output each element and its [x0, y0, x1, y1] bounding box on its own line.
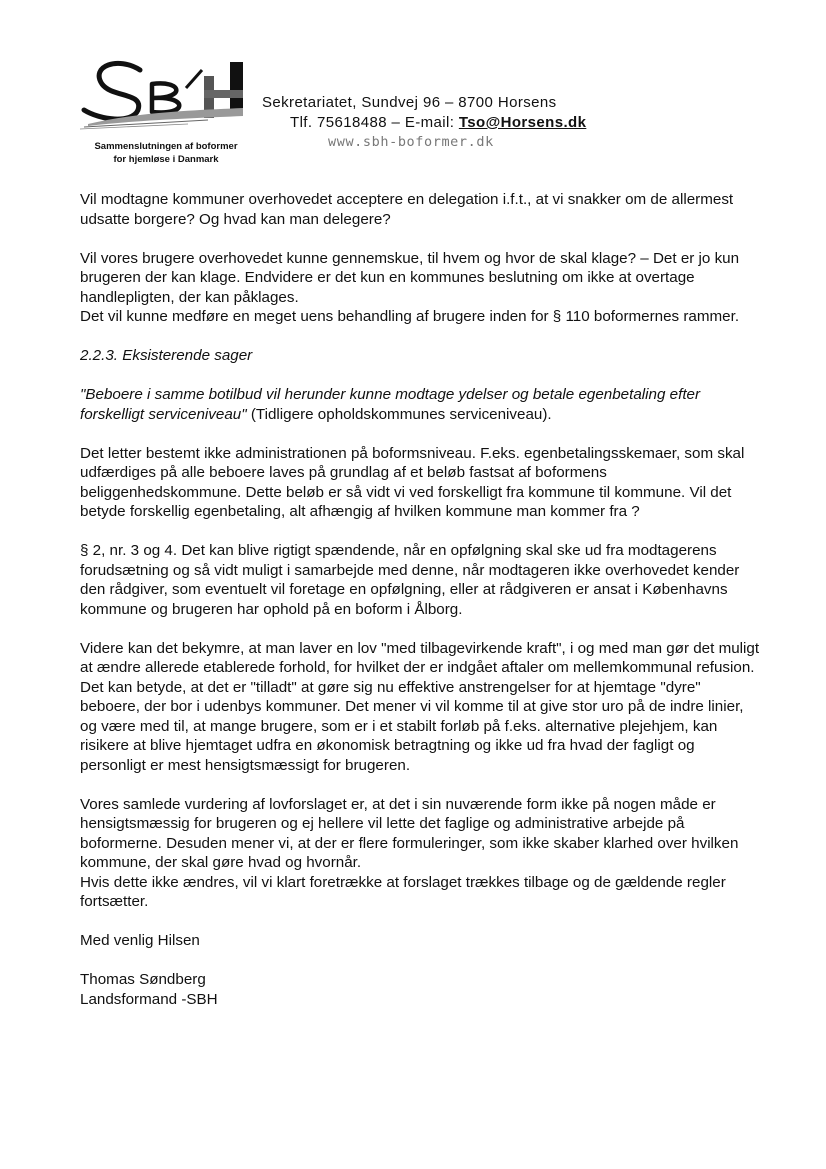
phone-text: Tlf. 75618488 – E-mail: — [290, 114, 459, 131]
signer-name: Thomas Søndberg — [80, 971, 206, 988]
email-link[interactable]: Tso@Horsens.dk — [458, 114, 587, 131]
letter-body — [80, 190, 760, 1009]
paragraph-2b: Det vil kunne medføre en meget uens behandling af brugere inden for § 110 boformernes rammer. — [80, 308, 740, 325]
quote-text: "Beboere i samme botilbud vil herunder kunne modtage ydelser og betale egenbetaling efter forskelligt serviceniveau" — [80, 386, 701, 423]
tagline-line-1: Sammenslutningen af boformer — [94, 141, 238, 152]
paragraph-7a: Vores samlede vurdering af lovforslaget er, at det i sin nuværende form ikke på nogen måde er hensigtsmæssig for brugeren og ej hellere vil lette det faglige og administrative arbejde på boformerne. Desuden mener vi, at der er flere formuleringer, som ikke skaber klarhed over hvilken kommune, der skal gøre hvad og hvornår. — [80, 795, 739, 871]
address-line: Sekretariatet, Sundvej 96 – 8700 Horsens — [262, 94, 557, 111]
paragraph-6: Videre kan det bekymre, at man laver en lov "med tilbagevirkende kraft", i og med man gør det muligt at ændre allerede etablerede forhold, for hvilket der er indgået aftaler om mellemkommunal refusion. Det kan betyde, at det er "tilladt" at gøre sig nu effektive anstrengelser for at hjemtage "dyre" beboere, der bor i udenbys kommuner. Det mener vi vil komme til at give stor uro på de indre linier, og være med til, at mange brugere, som er i et stabilt forløb på f.eks. alternative plejehjem, kan risikere at blive hjemtaget udfra en økonomisk betragtning og ikke ud fra hvad der fagligt og personligt er mest hensigtsmæssigt for brugeren. — [80, 639, 760, 774]
phone-email-line — [290, 114, 586, 131]
signer-title: Landsformand -SBH — [80, 990, 218, 1008]
paragraph-1: Vil modtagne kommuner overhovedet acceptere en delegation i.f.t., at vi snakker om de allermest udsatte borgere? Og hvad kan man delegere? — [80, 191, 734, 228]
paragraph-2a: Vil vores brugere overhovedet kunne gennemskue, til hvem og hvor de skal klage? – Det er jo kun brugeren der kan klage. Endvidere er det kun en kommunes beslutning om ikke at overtage handlepligten, der kan påklages. — [80, 249, 740, 306]
website-text: www.sbh-boformer.dk — [328, 134, 494, 150]
paragraph-5: § 2, nr. 3 og 4. Det kan blive rigtigt spændende, når en opfølgning skal ske ud fra modtagerens forudsætning og så vidt muligt i samarbejde med denne, når modtageren ikke overhovedet kender den rådgiver, som eventuelt vil foretage en opfølgning, eller at rådgiveren er ansat i Københavns kommune og brugeren har ophold på en boform i Ålborg. — [80, 542, 740, 618]
quote-tail: (Tidligere opholdskommunes serviceniveau). — [246, 405, 552, 423]
closing: Med venlig Hilsen — [80, 932, 200, 949]
tagline-line-2: for hjemløse i Danmark — [113, 154, 219, 165]
quote-paragraph — [80, 385, 760, 424]
section-heading: 2.2.3. Eksisterende sager — [80, 347, 253, 364]
logo-tagline — [70, 140, 262, 166]
sbh-logo — [78, 58, 250, 136]
paragraph-7b: Hvis dette ikke ændres, vil vi klart foretrække at forslaget trækkes tilbage og de gældende regler fortsætter. — [80, 873, 726, 910]
paragraph-4: Det letter bestemt ikke administrationen på boformsniveau. F.eks. egenbetalingsskemaer, som skal udfærdiges på alle beboere laves på grundlag af et beløb fastsat af boformens beliggenhedskommune. Dette beløb er så vidt vi ved forskelligt fra kommune til kommune. Vil det betyde forskellig egenbetaling, alt afhængig af hvilken kommune man kommer fra ? — [80, 444, 745, 520]
